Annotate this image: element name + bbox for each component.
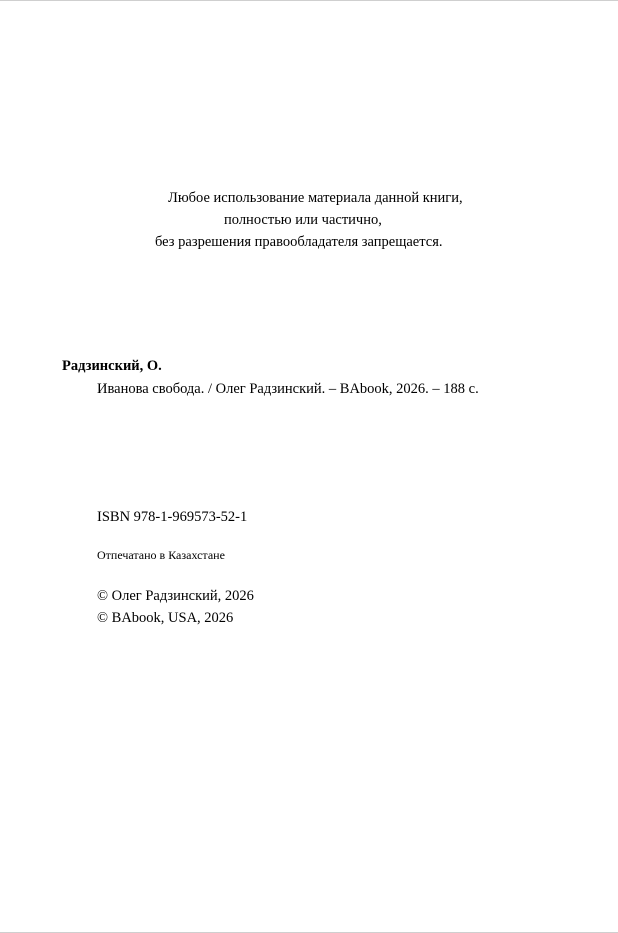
printed-in: Отпечатано в Казахстане (97, 548, 225, 562)
bibliographic-author: Радзинский, О. (62, 358, 162, 374)
isbn: ISBN 978-1-969573-52-1 (97, 509, 248, 525)
bibliographic-description: Иванова свобода. / Олег Радзинский. – BAbook, 2026. – 188 с. (97, 381, 479, 397)
copyright-notice (0, 187, 618, 253)
copyright-lines (97, 585, 254, 629)
notice-line-1: Любое использование материала данной книги, (168, 190, 463, 206)
copyright-publisher: © BAbook, USA, 2026 (97, 610, 234, 626)
notice-line-2: полностью или частично, (224, 212, 382, 228)
copyright-author: © Олег Радзинский, 2026 (97, 588, 254, 604)
notice-line-3: без разрешения правообладателя запрещается. (155, 234, 443, 250)
